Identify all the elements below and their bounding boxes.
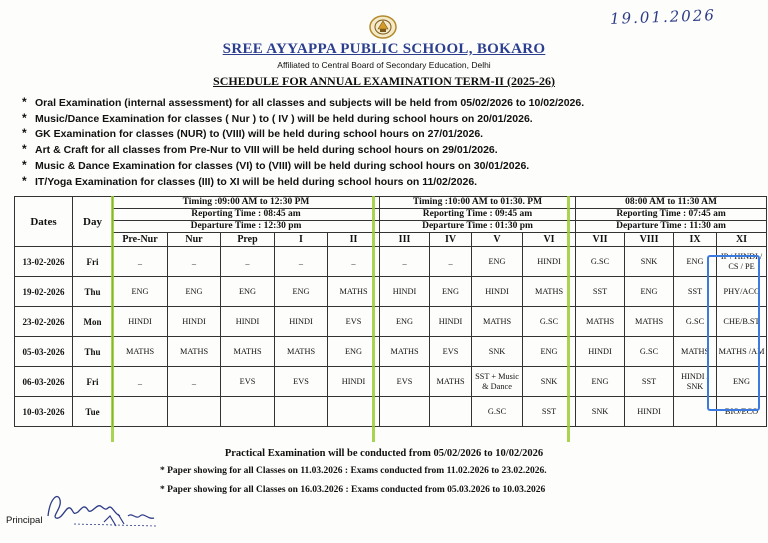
instruction-item: * GK Examination for classes (NUR) to (VIII) will be held during school hours on 27/01/2026. xyxy=(22,126,484,141)
subject-cell: ENG xyxy=(328,337,380,367)
subject-cell: ENG xyxy=(625,277,674,307)
schedule-row xyxy=(15,337,767,367)
instruction-item: * Art & Craft for all classes from Pre-Nur to VIII will be held during school hours on 29/01/2026. xyxy=(22,142,498,157)
class-header: II xyxy=(328,233,380,247)
subject-cell: EVS xyxy=(221,367,275,397)
class-header: VII xyxy=(576,233,625,247)
subject-cell: HINDI xyxy=(328,367,380,397)
class-xi-highlight-box xyxy=(707,255,760,411)
subject-cell: HINDI xyxy=(380,277,430,307)
subject-cell: MATHS xyxy=(674,337,717,367)
subject-cell: SST xyxy=(576,277,625,307)
schedule-row xyxy=(15,397,767,427)
timing-group-2: Timing :10:00 AM to 01:30. PM xyxy=(380,197,576,209)
day-cell: Mon xyxy=(73,307,113,337)
subject-cell: _ xyxy=(380,247,430,277)
departure-time-1: Departure Time : 12:30 pm xyxy=(113,221,380,233)
subject-cell: HINDI xyxy=(113,307,168,337)
subject-cell: ENG xyxy=(523,337,576,367)
subject-cell: MATHS xyxy=(523,277,576,307)
subject-cell: MATHS /AM xyxy=(717,337,767,367)
class-header: IX xyxy=(674,233,717,247)
subject-cell: MATHS xyxy=(221,337,275,367)
subject-cell: _ xyxy=(275,247,328,277)
subject-cell: ENG xyxy=(221,277,275,307)
subject-cell: MATHS xyxy=(168,337,221,367)
subject-cell: _ xyxy=(168,367,221,397)
subject-cell: HINDI xyxy=(221,307,275,337)
subject-cell: IP / HINDI / CS / PE xyxy=(717,247,767,277)
class-header: III xyxy=(380,233,430,247)
section-divider-line xyxy=(111,196,114,442)
date-cell: 06-03-2026 xyxy=(15,367,73,397)
subject-cell: SNK xyxy=(625,247,674,277)
instruction-item: * Music/Dance Examination for classes ( Nur ) to ( IV ) will be held during school hours on 20/01/2026. xyxy=(22,110,533,125)
subject-cell: SST + Music & Dance xyxy=(472,367,523,397)
subject-cell: MATHS xyxy=(576,307,625,337)
subject-cell: MATHS xyxy=(625,307,674,337)
subject-cell: EVS xyxy=(275,367,328,397)
subject-cell: HINDI xyxy=(168,307,221,337)
schedule-row xyxy=(15,277,767,307)
schedule-title: SCHEDULE FOR ANNUAL EXAMINATION TERM-II (2025-26) xyxy=(213,74,555,88)
section-divider-line xyxy=(372,196,375,442)
subject-cell: ENG xyxy=(113,277,168,307)
timing-group-3: 08:00 AM to 11:30 AM xyxy=(576,197,767,209)
subject-cell: HINDI xyxy=(625,397,674,427)
subject-cell xyxy=(168,397,221,427)
reporting-time-2: Reporting Time : 09:45 am xyxy=(380,209,576,221)
subject-cell xyxy=(113,397,168,427)
subject-cell: CHE/B.ST xyxy=(717,307,767,337)
reporting-time-1: Reporting Time : 08:45 am xyxy=(113,209,380,221)
principal-signature xyxy=(44,486,164,528)
subject-cell: MATHS xyxy=(328,277,380,307)
date-cell: 05-03-2026 xyxy=(15,337,73,367)
dates-header: Dates xyxy=(15,197,73,247)
day-header: Day xyxy=(73,197,113,247)
class-header: Prep xyxy=(221,233,275,247)
subject-cell: BIO/ECO xyxy=(717,397,767,427)
day-cell: Thu xyxy=(73,337,113,367)
subject-cell: SNK xyxy=(523,367,576,397)
subject-cell: G.SC xyxy=(674,307,717,337)
class-header: Pre-Nur xyxy=(113,233,168,247)
subject-cell: MATHS xyxy=(275,337,328,367)
subject-cell: _ xyxy=(221,247,275,277)
practical-exam-note: Practical Examination will be conducted from 05/02/2026 to 10/02/2026 xyxy=(224,448,544,459)
date-cell: 13-02-2026 xyxy=(15,247,73,277)
principal-label: Principal xyxy=(6,515,43,526)
instruction-item: * Oral Examination (internal assessment) for all classes and subjects will be held from 05/02/2026 to 10/02/2026. xyxy=(22,95,585,109)
subject-cell xyxy=(430,397,472,427)
subject-cell: _ xyxy=(430,247,472,277)
subject-cell: MATHS xyxy=(472,307,523,337)
subject-cell: G.SC xyxy=(523,307,576,337)
subject-cell: SNK xyxy=(472,337,523,367)
date-cell: 23-02-2026 xyxy=(15,307,73,337)
subject-cell: HINDI xyxy=(430,307,472,337)
class-header: VIII xyxy=(625,233,674,247)
affiliation-text: Affiliated to Central Board of Secondary Education, Delhi xyxy=(277,60,491,70)
subject-cell: EVS xyxy=(380,367,430,397)
subject-cell: MATHS xyxy=(380,337,430,367)
date-cell: 19-02-2026 xyxy=(15,277,73,307)
subject-cell: EVS xyxy=(430,337,472,367)
subject-cell: HINDI xyxy=(275,307,328,337)
day-cell: Fri xyxy=(73,247,113,277)
subject-cell: SST xyxy=(625,367,674,397)
school-logo-icon xyxy=(368,14,398,40)
subject-cell: G.SC xyxy=(625,337,674,367)
subject-cell: ENG xyxy=(472,247,523,277)
subject-cell: HINDI xyxy=(576,337,625,367)
subject-cell: HINDI / SNK xyxy=(674,367,717,397)
class-header: V xyxy=(472,233,523,247)
subject-cell: G.SC xyxy=(472,397,523,427)
subject-cell: _ xyxy=(113,247,168,277)
schedule-row xyxy=(15,247,767,277)
reporting-time-3: Reporting Time : 07:45 am xyxy=(576,209,767,221)
day-cell: Fri xyxy=(73,367,113,397)
schedule-row xyxy=(15,367,767,397)
subject-cell: ENG xyxy=(717,367,767,397)
departure-time-3: Departure Time : 11:30 am xyxy=(576,221,767,233)
subject-cell: ENG xyxy=(275,277,328,307)
class-header: I xyxy=(275,233,328,247)
subject-cell: SST xyxy=(674,277,717,307)
instructions-list xyxy=(22,95,584,189)
handwritten-date: 19.01.2026 xyxy=(609,6,717,28)
departure-time-2: Departure Time : 01:30 pm xyxy=(380,221,576,233)
subject-cell: SNK xyxy=(576,397,625,427)
paper-showing-note: * Paper showing for all Classes on 16.03.2026 : Exams conducted from 05.03.2026 to 10.03.2026 xyxy=(160,485,546,495)
subject-cell xyxy=(380,397,430,427)
exam-schedule-table xyxy=(14,196,767,427)
subject-cell: _ xyxy=(113,367,168,397)
subject-cell xyxy=(275,397,328,427)
subject-cell: SST xyxy=(523,397,576,427)
class-header: VI xyxy=(523,233,576,247)
subject-cell: ENG xyxy=(430,277,472,307)
date-cell: 10-03-2026 xyxy=(15,397,73,427)
day-cell: Tue xyxy=(73,397,113,427)
subject-cell: ENG xyxy=(674,247,717,277)
subject-cell: ENG xyxy=(380,307,430,337)
section-divider-line xyxy=(567,196,570,442)
subject-cell: HINDI xyxy=(472,277,523,307)
subject-cell: HINDI xyxy=(523,247,576,277)
subject-cell: ENG xyxy=(168,277,221,307)
subject-cell: MATHS xyxy=(430,367,472,397)
subject-cell: MATHS xyxy=(113,337,168,367)
instruction-item: * Music & Dance Examination for classes (VI) to (VIII) will be held during school hours on 30/01/2026. xyxy=(22,157,530,172)
subject-cell: PHY/ACC xyxy=(717,277,767,307)
instruction-item: * IT/Yoga Examination for classes (III) to XI will be held during school hours on 11/02/2026. xyxy=(22,173,478,188)
subject-cell: _ xyxy=(328,247,380,277)
class-header: XI xyxy=(717,233,767,247)
school-name: SREE AYYAPPA PUBLIC SCHOOL, BOKARO xyxy=(222,41,546,57)
subject-cell: G.SC xyxy=(576,247,625,277)
paper-showing-note: * Paper showing for all Classes on 11.03.2026 : Exams conducted from 11.02.2026 to 23.02.2026. xyxy=(160,466,547,476)
subject-cell: EVS xyxy=(328,307,380,337)
subject-cell: ENG xyxy=(576,367,625,397)
subject-cell xyxy=(221,397,275,427)
class-header: IV xyxy=(430,233,472,247)
day-cell: Thu xyxy=(73,277,113,307)
timing-group-1: Timing :09:00 AM to 12:30 PM xyxy=(113,197,380,209)
schedule-row xyxy=(15,307,767,337)
class-header: Nur xyxy=(168,233,221,247)
subject-cell: _ xyxy=(168,247,221,277)
